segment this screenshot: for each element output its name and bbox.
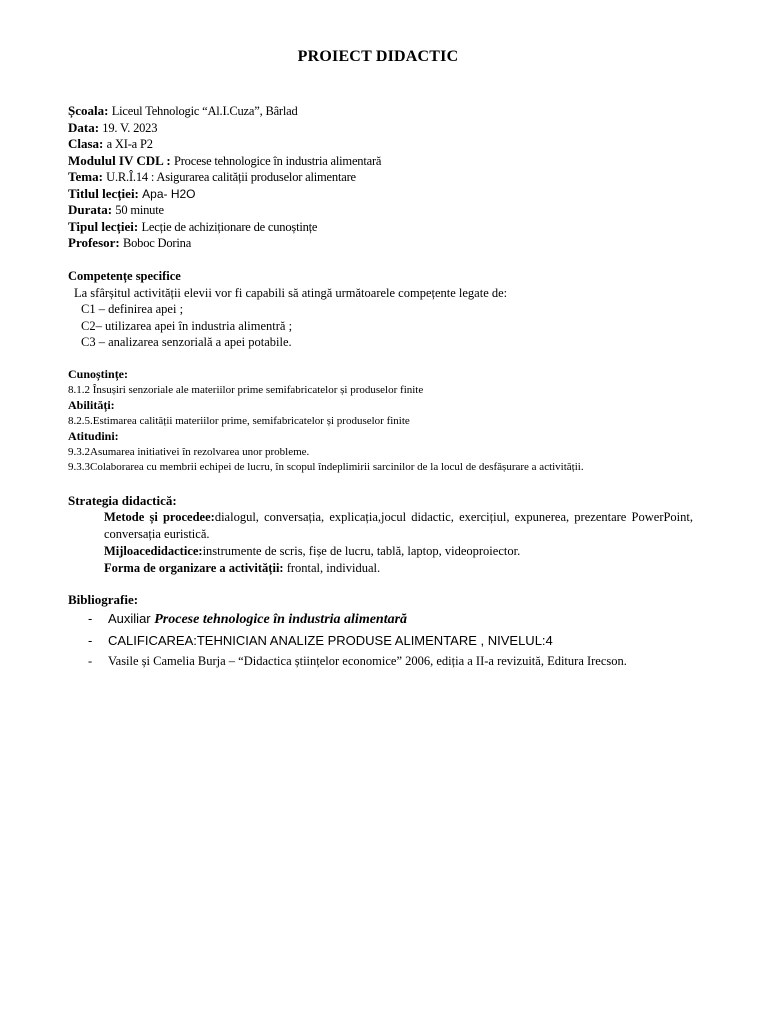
detail-titlu: Titlul lecției: Apa- H2O xyxy=(68,185,196,201)
metode-line: Metode și procedee:dialogul, conversația, explicația,jocul didactic, exercițiul, expunerea, prezentare PowerPoint, conversația euristică. xyxy=(104,510,694,541)
detail-tipul: Tipul lecției: Lecție de achiziționare de cunoștințe xyxy=(68,218,318,234)
competente-heading: Competențe specifice xyxy=(68,269,181,283)
atitudini-heading: Atitudini: xyxy=(68,429,119,443)
competenta-item: C1 – definirea apei ; xyxy=(81,302,184,316)
competenta-item: C2– utilizarea apei în industria alimentră ; xyxy=(81,318,293,333)
detail-clasa: Clasa: a XI-a P2 xyxy=(68,136,153,151)
strategia-heading: Strategia didactică: xyxy=(68,493,177,508)
cunostinte-section xyxy=(68,367,708,474)
detail-scoala: Școala: Liceul Tehnologic “Al.I.Cuza”, Bârlad xyxy=(68,103,298,118)
lesson-details xyxy=(68,103,381,252)
atitudini-line-2: 9.3.3Colaborarea cu membrii echipei de lucru, în scopul îndeplimirii sarcinilor de la locul de desfășurare a activității. xyxy=(68,461,584,473)
bibliografie-heading: Bibliografie: xyxy=(68,592,139,607)
competente-intro: La sfârșitul activității elevii vor fi capabili să atingă următoarele compețente legate de: xyxy=(74,285,508,300)
cunostinte-heading: Cunoștințe: xyxy=(68,367,129,381)
cunostinte-text: 8.1.2 Însușiri senzoriale ale materiilor prime semifabricatelor și produselor finite xyxy=(68,383,424,396)
atitudini-line-1: 9.3.2Asumarea initiativei în rezolvarea unor probleme. xyxy=(68,445,310,458)
abilitati-heading: Abilități: xyxy=(68,398,115,412)
detail-data: Data: 19. V. 2023 xyxy=(68,119,158,135)
competenta-item: C3 – analizarea senzorială a apei potabile. xyxy=(81,335,292,349)
competente-section xyxy=(68,268,507,351)
mijloace-line: Mijloacedidactice:instrumente de scris, fișe de lucru, tablă, laptop, videoproiector. xyxy=(104,544,521,558)
detail-modul: Modulul IV CDL : Procese tehnologice în industria alimentară xyxy=(68,152,382,168)
bibliografie-item: - Vasile și Camelia Burja – “Didactica științelor economice” 2006, ediția a II-a revizuită, Editura Irecson. xyxy=(88,654,627,668)
bibliografie-item: - Auxiliar Procese tehnologice în industria alimentară xyxy=(88,611,408,627)
forma-line: Forma de organizare a activității: frontal, individual. xyxy=(104,561,381,575)
abilitati-text: 8.2.5.Estimarea calității materiilor prime, semifabricatelor și produselor finite xyxy=(68,414,410,427)
page-title: PROIECT DIDACTIC xyxy=(297,48,459,65)
detail-profesor: Profesor: Boboc Dorina xyxy=(68,235,192,250)
detail-tema: Tema: U.R.Î.14 : Asigurarea calității produselor alimentare xyxy=(68,169,356,184)
detail-durata: Durata: 50 minute xyxy=(68,202,164,217)
bibliografie-item: - CALIFICAREA:TEHNICIAN ANALIZE PRODUSE ALIMENTARE , NIVELUL:4 xyxy=(88,633,553,648)
strategia-section xyxy=(68,492,693,577)
bibliografie-section xyxy=(68,591,728,672)
